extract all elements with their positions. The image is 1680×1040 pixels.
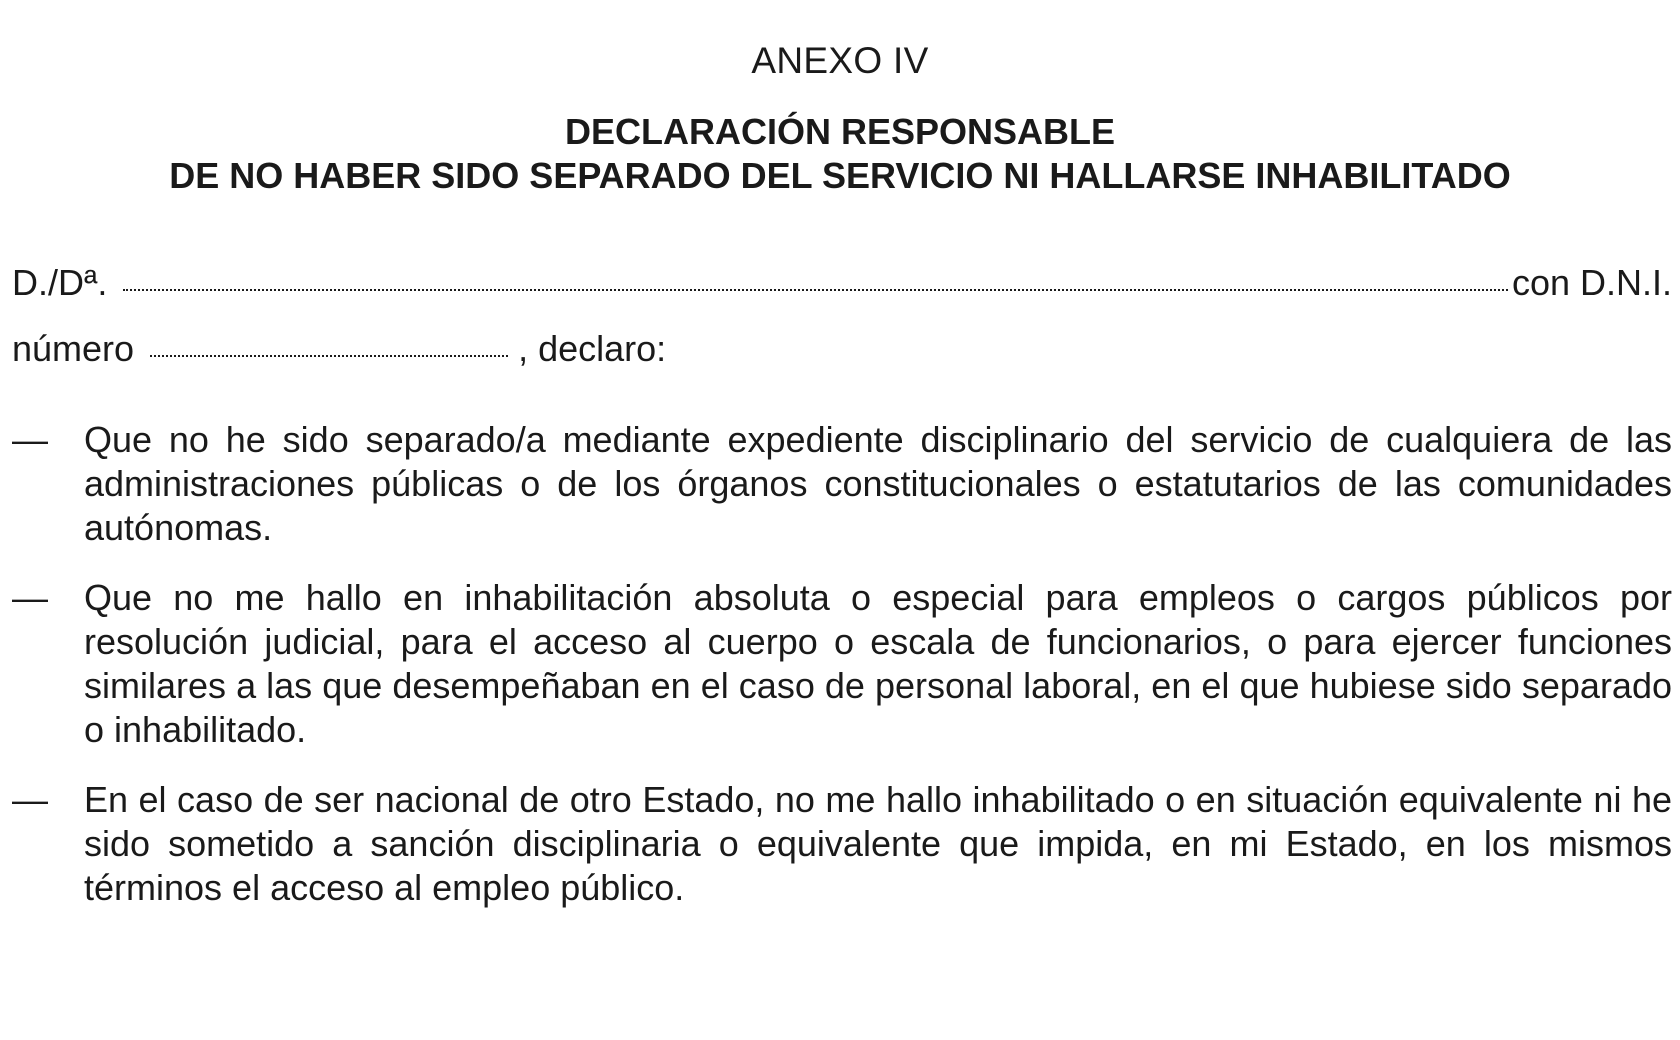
dni-label: con D.N.I. xyxy=(1511,262,1672,303)
declaration-list xyxy=(12,418,1672,936)
name-label: D./Dª. xyxy=(12,262,108,303)
dni-number-blank[interactable] xyxy=(150,355,508,357)
dash-bullet: — xyxy=(12,577,48,618)
declaro-label: , declaro: xyxy=(518,328,667,369)
declaration-text: Que no me hallo en inhabilitación absoluta o especial para empleos o cargos públicos por resolución judicial, para el acceso al cuerpo o escala de funcionarios, o para ejercer funciones similares a las que desempeñaban en el caso de personal laboral, en el que hubiese sido separado o inhabilitado. xyxy=(84,577,1672,750)
declaration-text: En el caso de ser nacional de otro Estado, no me hallo inhabilitado o en situación equivalente ni he sido sometido a sanción disciplinaria o equivalente que impida, en mi Estado, en los mismos términos el acceso al empleo público. xyxy=(84,779,1672,908)
list-item xyxy=(12,418,1672,550)
document-title xyxy=(0,110,1680,198)
annex-heading: ANEXO IV xyxy=(751,40,929,81)
dash-bullet: — xyxy=(12,419,48,460)
list-item xyxy=(12,576,1672,752)
dash-bullet: — xyxy=(12,779,48,820)
title-line-1: DECLARACIÓN RESPONSABLE xyxy=(564,111,1116,152)
title-line-2: DE NO HABER SIDO SEPARADO DEL SERVICIO NI HALLARSE INHABILITADO xyxy=(169,155,1511,196)
name-blank[interactable] xyxy=(123,289,1508,291)
number-field-line xyxy=(12,328,666,370)
number-label: número xyxy=(12,328,135,369)
declaration-text: Que no he sido separado/a mediante expediente disciplinario del servicio de cualquiera de las administraciones públicas o de los órganos constitucionales o estatutarios de las comunidades autónomas. xyxy=(84,419,1672,548)
name-field-line xyxy=(12,262,1672,304)
list-item xyxy=(12,778,1672,910)
